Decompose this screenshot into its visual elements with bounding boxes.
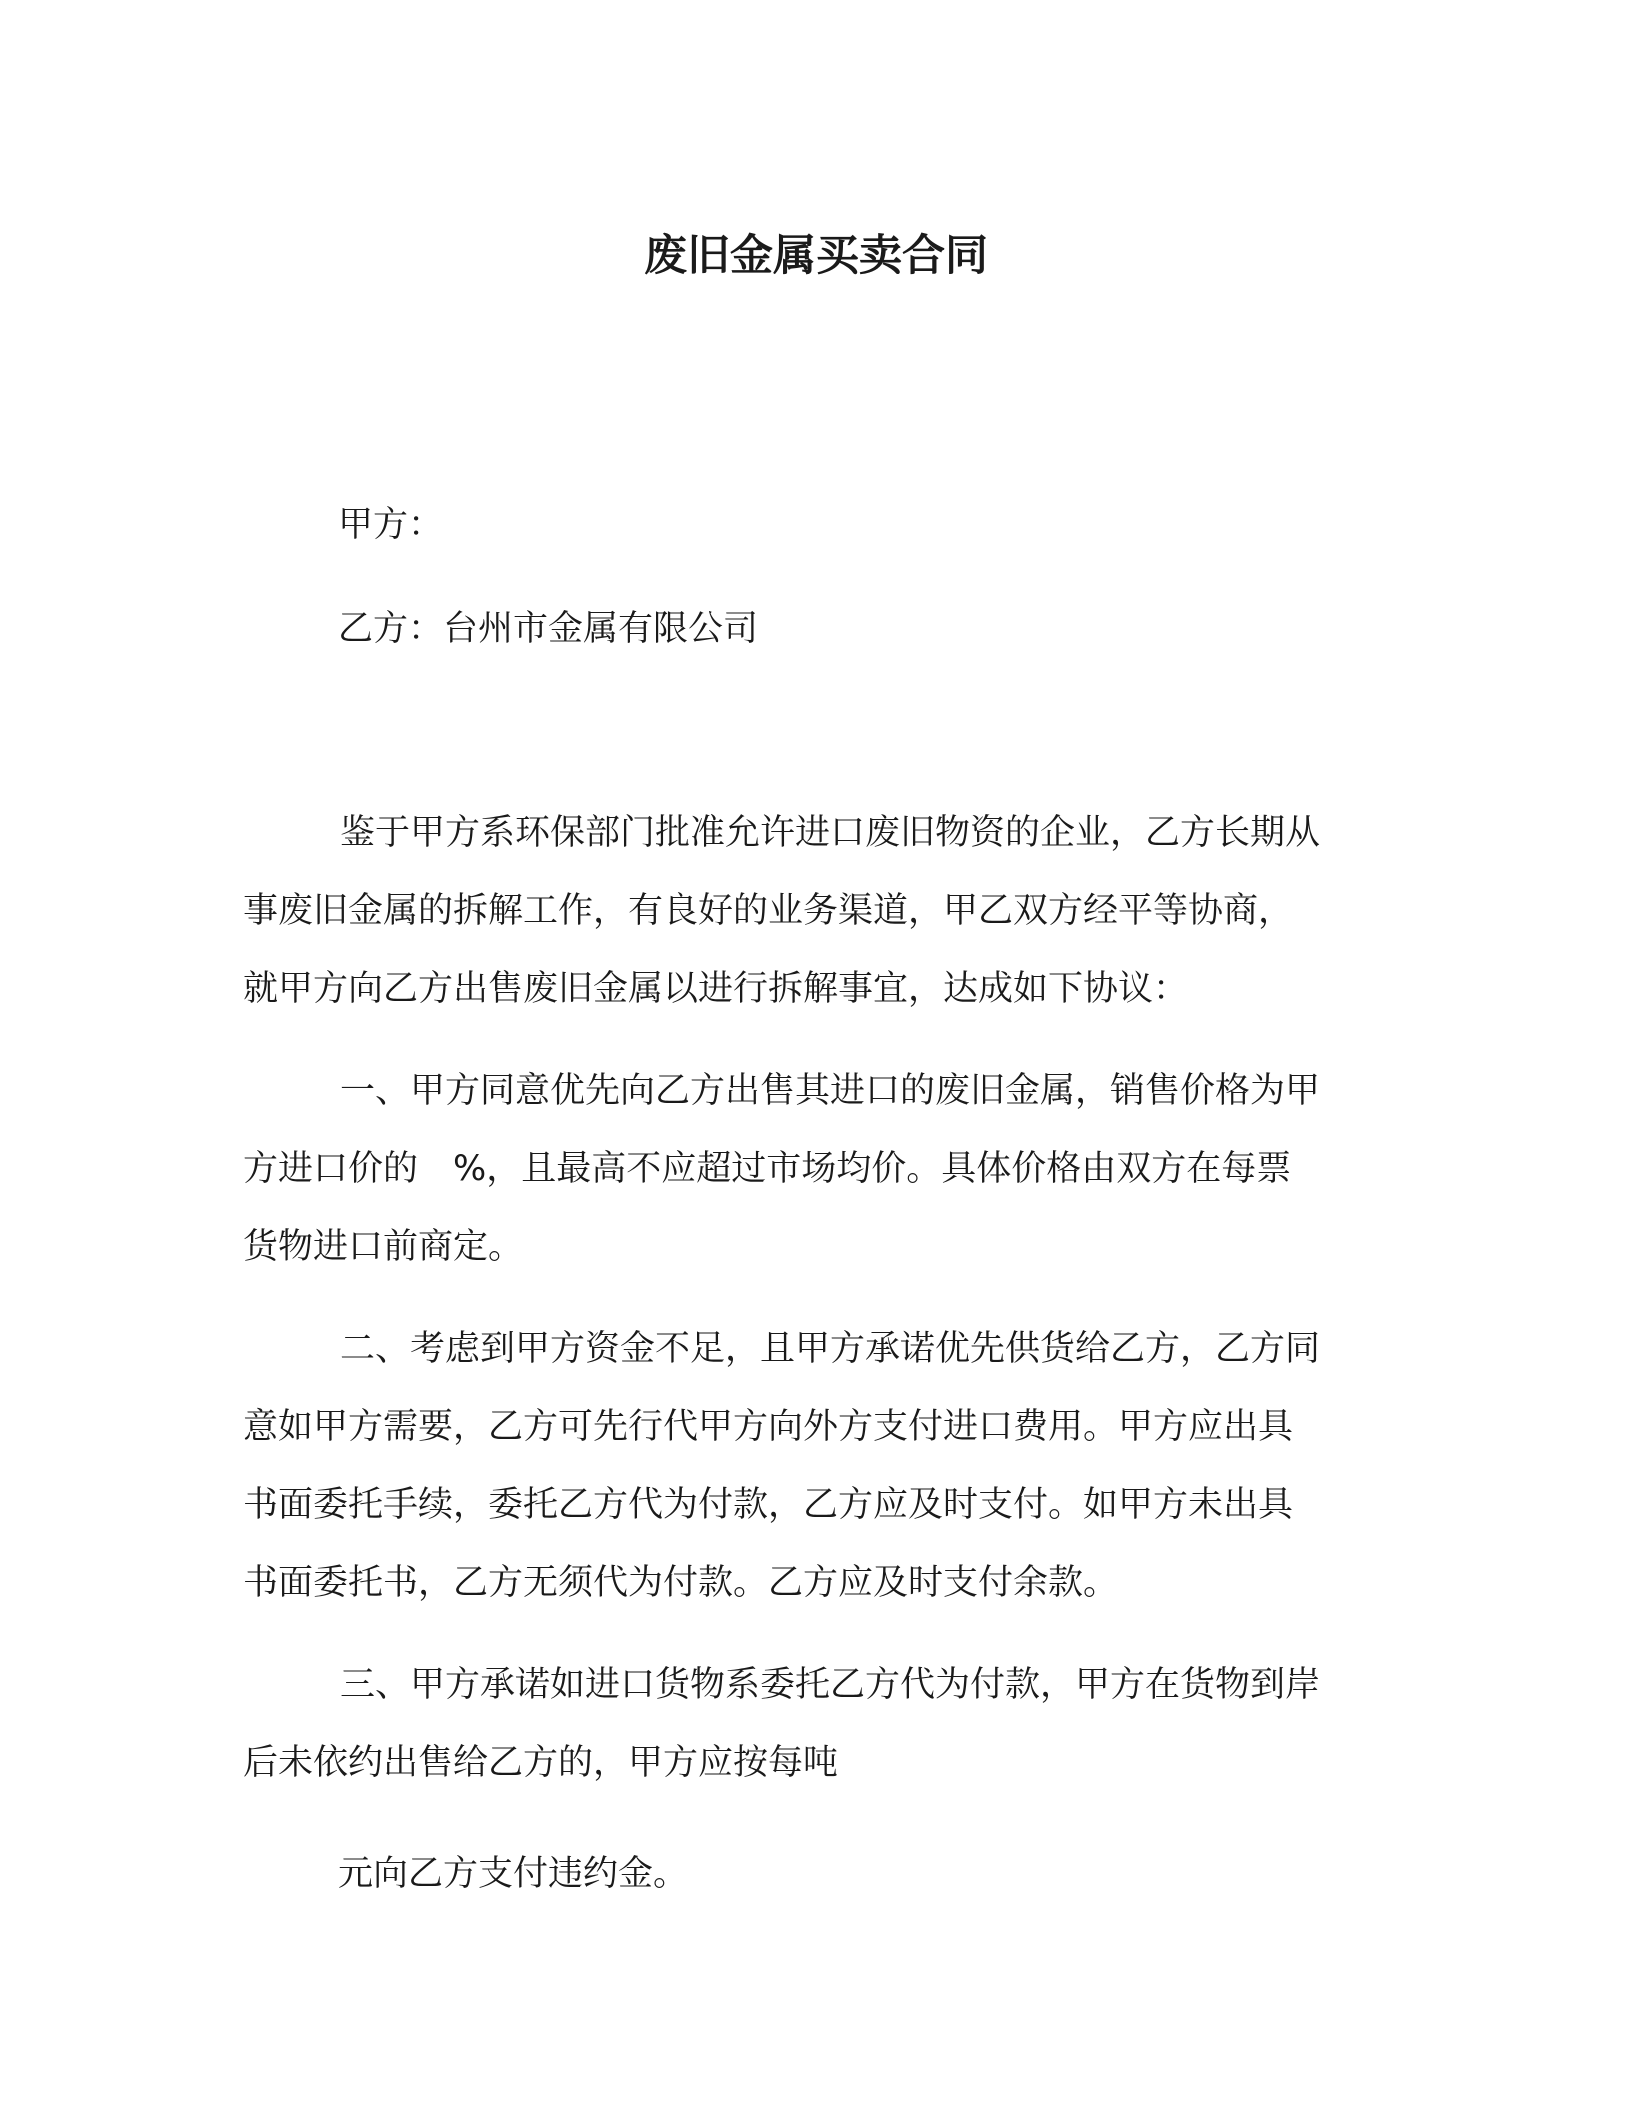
preamble-line: 就甲方向乙方出售废旧金属以进行拆解事宜，达成如下协议： — [243, 969, 1189, 1009]
clause-1-line: 货物进口前商定。 — [243, 1227, 524, 1267]
party-a-line: 甲方： — [338, 505, 444, 545]
clause-3-line: 三、甲方承诺如进口货物系委托乙方代为付款，甲方在货物到岸 — [340, 1665, 1321, 1705]
clause-3-paragraph — [243, 1646, 1388, 1802]
party-b-line: 乙方：台州市金属有限公司 — [338, 609, 759, 649]
clause-2-line: 书面委托手续，委托乙方代为付款，乙方应及时支付。如甲方未出具 — [243, 1485, 1294, 1525]
clause-2-line: 书面委托书，乙方无须代为付款。乙方应及时支付余款。 — [243, 1563, 1119, 1603]
clause-1-paragraph — [243, 1052, 1388, 1286]
clause-3-continuation: 元向乙方支付违约金。 — [338, 1854, 689, 1894]
document-title: 废旧金属买卖合同 — [644, 231, 988, 281]
clause-3-line: 后未依约出售给乙方的，甲方应按每吨 — [243, 1743, 839, 1783]
clause-2-line: 二、考虑到甲方资金不足，且甲方承诺优先供货给乙方，乙方同 — [340, 1329, 1321, 1369]
clause-1-line: 方进口价的 %，且最高不应超过市场均价。具体价格由双方在每票 — [243, 1149, 1292, 1189]
preamble-line: 鉴于甲方系环保部门批准允许进口废旧物资的企业，乙方长期从 — [340, 813, 1321, 853]
clause-2-paragraph — [243, 1310, 1388, 1622]
clause-2-line: 意如甲方需要，乙方可先行代甲方向外方支付进口费用。甲方应出具 — [243, 1407, 1294, 1447]
preamble-paragraph — [243, 794, 1388, 1028]
preamble-line: 事废旧金属的拆解工作，有良好的业务渠道，甲乙双方经平等协商， — [243, 891, 1294, 931]
clause-1-line: 一、甲方同意优先向乙方出售其进口的废旧金属，销售价格为甲 — [340, 1071, 1321, 1111]
